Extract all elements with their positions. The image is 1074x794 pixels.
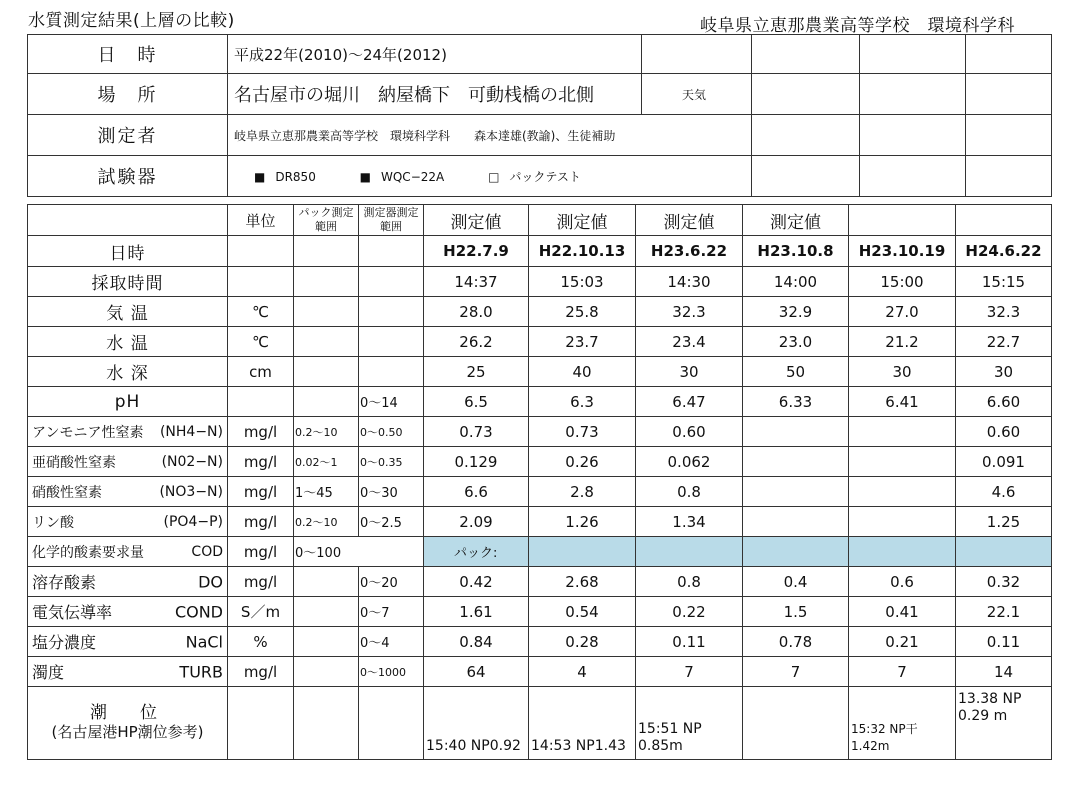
tide-row xyxy=(28,687,1052,760)
meter-range-cell: 0〜7 xyxy=(359,597,424,627)
value-cell: 14:00 xyxy=(743,267,849,297)
parameter-row xyxy=(28,507,1052,537)
meter-range-cell: 0〜0.50 xyxy=(359,417,424,447)
measured-header: 測定値 xyxy=(424,205,529,236)
value-cell: 32.3 xyxy=(636,297,743,327)
unit-cell: cm xyxy=(228,357,294,387)
value-cell: 32.9 xyxy=(743,297,849,327)
value-cell xyxy=(849,507,956,537)
tide-cell: 15:51 NP 0.85m xyxy=(636,687,743,760)
parameter-row xyxy=(28,567,1052,597)
parameter-name: 水 深 xyxy=(28,357,228,387)
date-cell: H23.10.19 xyxy=(849,236,956,267)
person-value: 岐阜県立恵那農業高等学校 環境科学科 森本達雄(教諭)、生徒補助 xyxy=(228,115,752,156)
value-cell: 15:03 xyxy=(529,267,636,297)
value-cell: 22.7 xyxy=(956,327,1052,357)
meter-range-cell: 0〜2.5 xyxy=(359,507,424,537)
parameter-name: 硝酸性窒素 (NO3−N) xyxy=(28,477,228,507)
unit-cell: mg/l xyxy=(228,417,294,447)
unit-cell: mg/l xyxy=(228,447,294,477)
value-cell: 23.4 xyxy=(636,327,743,357)
measured-header: 測定値 xyxy=(636,205,743,236)
value-cell: 0.26 xyxy=(529,447,636,477)
value-cell: 0.129 xyxy=(424,447,529,477)
pack-range-cell: 0〜100 xyxy=(294,537,424,567)
parameter-name: リン酸 (PO4−P) xyxy=(28,507,228,537)
instrument-item: ■ WQC−22A xyxy=(359,169,445,184)
person-label: 測定者 xyxy=(28,115,228,156)
meter-range-cell xyxy=(359,267,424,297)
measurement-table xyxy=(27,204,1052,760)
value-cell: 0.11 xyxy=(956,627,1052,657)
value-cell: 40 xyxy=(529,357,636,387)
value-cell: 2.09 xyxy=(424,507,529,537)
value-cell: 64 xyxy=(424,657,529,687)
value-cell xyxy=(743,447,849,477)
parameter-row xyxy=(28,657,1052,687)
info-row-date xyxy=(28,35,1052,74)
pack-range-header: パック測定範囲 xyxy=(294,205,359,236)
value-cell: 14 xyxy=(956,657,1052,687)
pack-range-cell xyxy=(294,387,359,417)
parameter-name: 採取時間 xyxy=(28,267,228,297)
date-row-label: 日時 xyxy=(28,236,228,267)
value-cell: 0.54 xyxy=(529,597,636,627)
value-cell: 0.8 xyxy=(636,567,743,597)
value-cell: 15:00 xyxy=(849,267,956,297)
value-cell: 0.11 xyxy=(636,627,743,657)
value-cell: 6.3 xyxy=(529,387,636,417)
value-cell: 0.84 xyxy=(424,627,529,657)
date-row xyxy=(28,236,1052,267)
unit-cell: mg/l xyxy=(228,657,294,687)
cod-pack-note: パック: xyxy=(424,537,529,567)
value-cell: 23.7 xyxy=(529,327,636,357)
value-cell xyxy=(743,477,849,507)
date-label: 日 時 xyxy=(28,35,228,74)
parameter-row xyxy=(28,357,1052,387)
pack-range-cell xyxy=(294,357,359,387)
info-table xyxy=(27,34,1052,197)
unit-cell: ℃ xyxy=(228,297,294,327)
date-value: 平成22年(2010)〜24年(2012) xyxy=(228,35,642,74)
value-cell: 0.8 xyxy=(636,477,743,507)
value-cell xyxy=(849,477,956,507)
parameter-row xyxy=(28,447,1052,477)
value-cell: 0.78 xyxy=(743,627,849,657)
date-cell: H23.10.8 xyxy=(743,236,849,267)
value-cell: 6.47 xyxy=(636,387,743,417)
parameter-name: アンモニア性窒素 (NH4−N) xyxy=(28,417,228,447)
value-cell: 4.6 xyxy=(956,477,1052,507)
value-cell: 0.21 xyxy=(849,627,956,657)
pack-range-cell: 1〜45 xyxy=(294,477,359,507)
parameter-name: 亜硝酸性窒素 (N02−N) xyxy=(28,447,228,477)
value-cell: 27.0 xyxy=(849,297,956,327)
value-cell: 30 xyxy=(636,357,743,387)
pack-range-cell: 0.2〜10 xyxy=(294,417,359,447)
instrument-label: 試験器 xyxy=(28,156,228,197)
value-cell: 22.1 xyxy=(956,597,1052,627)
parameter-name: 濁度 TURB xyxy=(28,657,228,687)
value-cell: 0.73 xyxy=(424,417,529,447)
meter-range-cell: 0〜30 xyxy=(359,477,424,507)
value-cell: 26.2 xyxy=(424,327,529,357)
meter-range-header: 測定器測定範囲 xyxy=(359,205,424,236)
unit-cell: % xyxy=(228,627,294,657)
unit-cell xyxy=(228,267,294,297)
parameter-row xyxy=(28,477,1052,507)
meter-range-cell: 0〜14 xyxy=(359,387,424,417)
parameter-name: 溶存酸素 DO xyxy=(28,567,228,597)
parameter-name: pH xyxy=(28,387,228,417)
parameter-name: 気 温 xyxy=(28,297,228,327)
value-cell: 4 xyxy=(529,657,636,687)
measured-header: 測定値 xyxy=(743,205,849,236)
pack-range-cell xyxy=(294,597,359,627)
value-cell: 0.062 xyxy=(636,447,743,477)
meter-range-cell: 0〜20 xyxy=(359,567,424,597)
value-cell: 14:30 xyxy=(636,267,743,297)
meter-range-cell: 0〜4 xyxy=(359,627,424,657)
value-cell: 0.28 xyxy=(529,627,636,657)
date-cell: H22.10.13 xyxy=(529,236,636,267)
value-cell: 30 xyxy=(956,357,1052,387)
tide-cell: 15:40 NP0.92 xyxy=(424,687,529,760)
parameter-row xyxy=(28,597,1052,627)
parameter-name: 塩分濃度 NaCl xyxy=(28,627,228,657)
unit-header: 単位 xyxy=(228,205,294,236)
value-cell xyxy=(743,507,849,537)
pack-range-cell xyxy=(294,567,359,597)
value-cell: 14:37 xyxy=(424,267,529,297)
info-row-instrument xyxy=(28,156,1052,197)
tide-cell: 14:53 NP1.43 xyxy=(529,687,636,760)
value-cell: 1.34 xyxy=(636,507,743,537)
value-cell: 21.2 xyxy=(849,327,956,357)
value-cell: 1.5 xyxy=(743,597,849,627)
school-name: 岐阜県立恵那農業高等学校 環境科学科 xyxy=(700,16,1015,36)
value-cell: 0.22 xyxy=(636,597,743,627)
cod-row xyxy=(28,537,1052,567)
value-cell xyxy=(849,447,956,477)
value-cell: 0.42 xyxy=(424,567,529,597)
parameter-name: 水 温 xyxy=(28,327,228,357)
pack-range-cell xyxy=(294,657,359,687)
value-cell: 6.41 xyxy=(849,387,956,417)
value-cell: 2.68 xyxy=(529,567,636,597)
parameter-row xyxy=(28,627,1052,657)
value-cell: 32.3 xyxy=(956,297,1052,327)
value-cell: 6.33 xyxy=(743,387,849,417)
value-cell: 1.25 xyxy=(956,507,1052,537)
value-cell: 0.091 xyxy=(956,447,1052,477)
value-cell: 25 xyxy=(424,357,529,387)
value-cell: 0.60 xyxy=(956,417,1052,447)
value-cell: 1.61 xyxy=(424,597,529,627)
value-cell: 6.60 xyxy=(956,387,1052,417)
date-cell: H24.6.22 xyxy=(956,236,1052,267)
meter-range-cell xyxy=(359,327,424,357)
value-cell: 0.6 xyxy=(849,567,956,597)
parameter-row xyxy=(28,327,1052,357)
measured-header: 測定値 xyxy=(529,205,636,236)
value-cell: 15:15 xyxy=(956,267,1052,297)
tide-cell xyxy=(743,687,849,760)
date-cell: H22.7.9 xyxy=(424,236,529,267)
value-cell: 0.60 xyxy=(636,417,743,447)
page-title: 水質測定結果(上層の比較) xyxy=(28,11,235,31)
instrument-item: □ パックテスト xyxy=(488,169,581,184)
pack-range-cell xyxy=(294,297,359,327)
value-cell: 1.26 xyxy=(529,507,636,537)
unit-cell: S／m xyxy=(228,597,294,627)
header-row xyxy=(28,205,1052,236)
value-cell: 23.0 xyxy=(743,327,849,357)
pack-range-cell: 0.2〜10 xyxy=(294,507,359,537)
unit-cell xyxy=(228,387,294,417)
instrument-list xyxy=(228,156,752,197)
place-value: 名古屋市の堀川 納屋橋下 可動桟橋の北側 xyxy=(228,74,642,115)
pack-range-cell xyxy=(294,627,359,657)
value-cell: 0.4 xyxy=(743,567,849,597)
parameter-row xyxy=(28,417,1052,447)
tide-label: 潮 位 (名古屋港HP潮位参考) xyxy=(28,687,228,760)
parameter-name: 電気伝導率 COND xyxy=(28,597,228,627)
value-cell: 30 xyxy=(849,357,956,387)
place-label: 場 所 xyxy=(28,74,228,115)
unit-cell: ℃ xyxy=(228,327,294,357)
info-row-person xyxy=(28,115,1052,156)
value-cell: 7 xyxy=(636,657,743,687)
parameter-row xyxy=(28,267,1052,297)
value-cell: 0.32 xyxy=(956,567,1052,597)
pack-range-cell xyxy=(294,327,359,357)
value-cell: 6.5 xyxy=(424,387,529,417)
value-cell: 0.73 xyxy=(529,417,636,447)
value-cell: 25.8 xyxy=(529,297,636,327)
value-cell xyxy=(743,417,849,447)
date-cell: H23.6.22 xyxy=(636,236,743,267)
tide-cell: 15:32 NP干1.42m xyxy=(849,687,956,760)
value-cell: 2.8 xyxy=(529,477,636,507)
meter-range-cell: 0〜1000 xyxy=(359,657,424,687)
tide-cell: 13.38 NP 0.29 m xyxy=(956,687,1052,760)
meter-range-cell xyxy=(359,297,424,327)
unit-cell: mg/l xyxy=(228,537,294,567)
value-cell: 50 xyxy=(743,357,849,387)
meter-range-cell xyxy=(359,357,424,387)
value-cell xyxy=(849,417,956,447)
value-cell: 6.6 xyxy=(424,477,529,507)
parameter-name: 化学的酸素要求量 COD xyxy=(28,537,228,567)
value-cell: 28.0 xyxy=(424,297,529,327)
value-cell: 7 xyxy=(849,657,956,687)
value-cell: 0.41 xyxy=(849,597,956,627)
unit-cell: mg/l xyxy=(228,477,294,507)
pack-range-cell xyxy=(294,267,359,297)
weather-label: 天気 xyxy=(642,74,752,115)
meter-range-cell: 0〜0.35 xyxy=(359,447,424,477)
parameter-row xyxy=(28,387,1052,417)
pack-range-cell: 0.02〜1 xyxy=(294,447,359,477)
parameter-row xyxy=(28,297,1052,327)
info-row-place xyxy=(28,74,1052,115)
unit-cell: mg/l xyxy=(228,567,294,597)
instrument-item: ■ DR850 xyxy=(254,169,316,184)
value-cell: 7 xyxy=(743,657,849,687)
unit-cell: mg/l xyxy=(228,507,294,537)
